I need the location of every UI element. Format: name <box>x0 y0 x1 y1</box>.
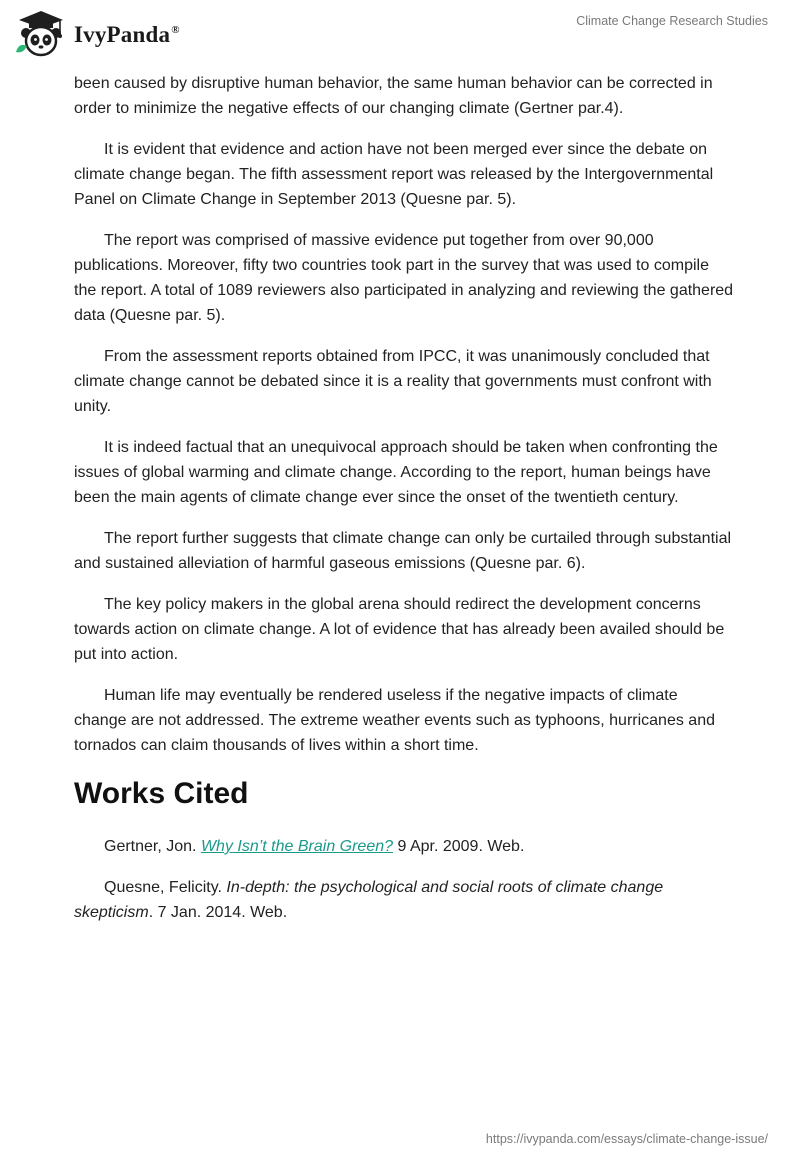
paragraph: The report further suggests that climate change can only be curtailed through substantial and sustained alleviation of harmful gaseous emissions (Quesne par. 6). <box>74 530 732 572</box>
paragraph: It is indeed factual that an unequivocal approach should be taken when confronting the issues of global warming and climate change. According to the report, human beings have been the main agents of climate change ever since the onset of the twentieth century. <box>74 439 718 506</box>
citation-author: Quesne, Felicity. <box>104 879 227 896</box>
citation-details: 9 Apr. 2009. Web. <box>393 838 525 855</box>
paragraph: From the assessment reports obtained from IPCC, it was unanimously concluded that climate change cannot be debated since it is a reality that governments must confront with unity. <box>74 348 712 415</box>
citation-title: In-depth: the psychological and social roots of climate change skepticism <box>74 879 664 921</box>
brand-logo[interactable] <box>14 8 180 58</box>
brand-name: IvyPanda® <box>74 22 180 47</box>
document-title: Climate Change Research Studies <box>576 14 768 28</box>
paragraph: Human life may eventually be rendered useless if the negative impacts of climate change are not addressed. The extreme weather events such as typhoons, hurricanes and tornados can claim thousands of lives within a short time. <box>74 687 715 754</box>
paragraph: been caused by disruptive human behavior, the same human behavior can be corrected in order to minimize the negative effects of our changing climate (Gertner par.4). <box>74 75 713 117</box>
page-header <box>0 0 800 66</box>
panda-graduate-icon <box>14 8 68 58</box>
citation-entry <box>74 875 734 925</box>
citation-author: Gertner, Jon. <box>104 838 201 855</box>
source-url[interactable]: https://ivypanda.com/essays/climate-change-issue/ <box>485 1132 768 1146</box>
citation-details: . 7 Jan. 2014. Web. <box>148 904 288 921</box>
citation-title-link[interactable]: Why Isn’t the Brain Green? <box>200 838 394 855</box>
paragraph: The report was comprised of massive evidence put together from over 90,000 publications. Moreover, fifty two countries took part in the survey that was used to compile the report. A total of 1089 reviewers also participated in analyzing and reviewing the gathered data (Quesne par. 5). <box>74 232 734 324</box>
paragraph: The key policy makers in the global arena should redirect the development concerns towards action on climate change. A lot of evidence that has already been availed should be put into action. <box>74 596 725 663</box>
registered-mark: ® <box>171 24 180 37</box>
essay-body <box>74 71 734 941</box>
paragraph: It is evident that evidence and action have not been merged ever since the debate on climate change began. The fifth assessment report was released by the Intergovernmental Panel on Climate Change in September 2013 (Quesne par. 5). <box>74 141 714 208</box>
citation-entry <box>74 834 734 859</box>
works-cited-heading: Works Cited <box>74 777 249 810</box>
